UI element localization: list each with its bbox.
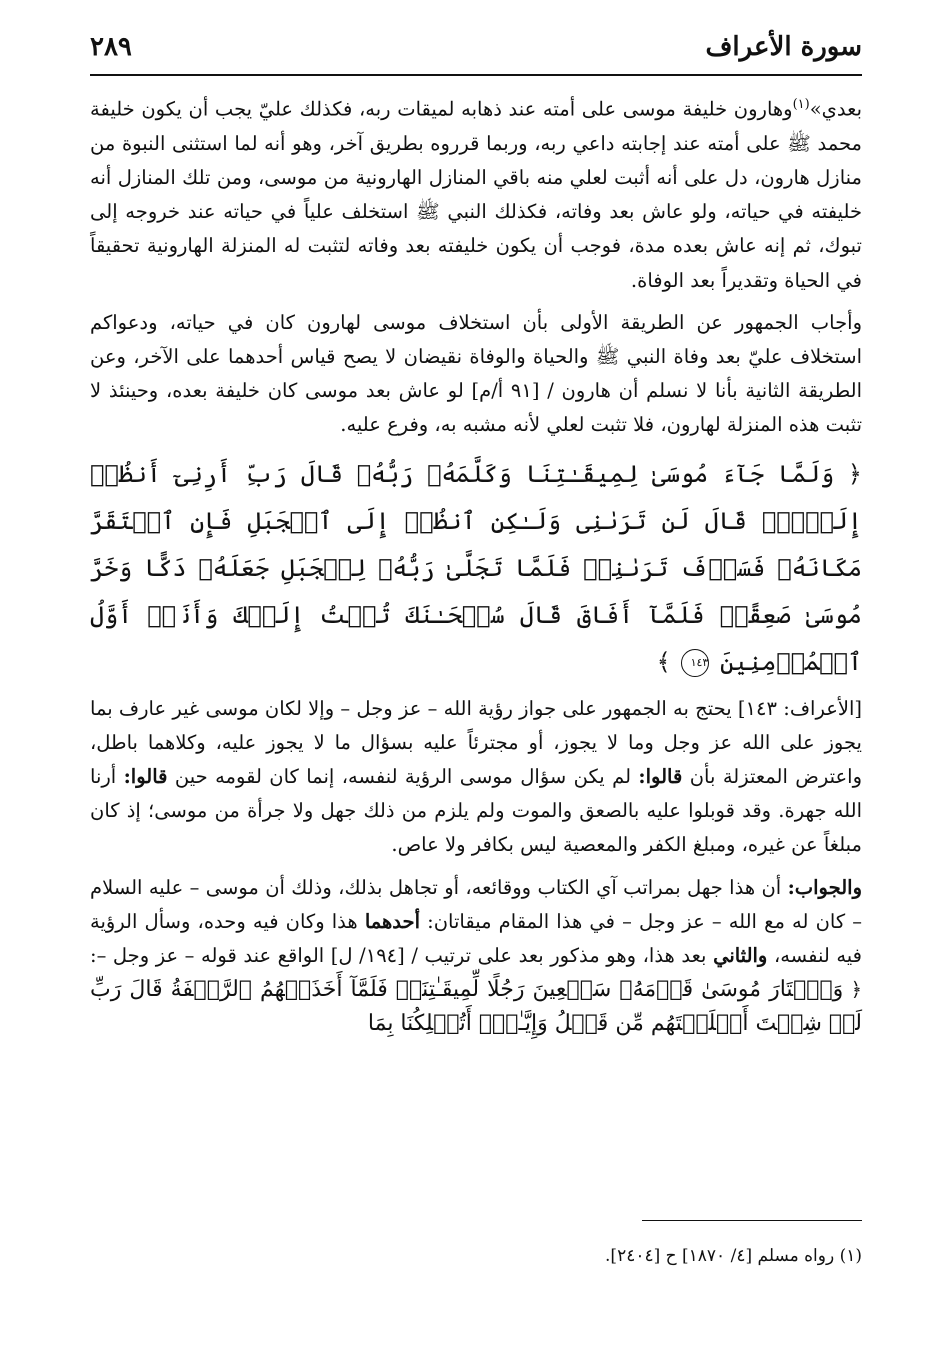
- page-body: [90, 88, 862, 1042]
- paragraph-1-start: بعدي»: [809, 97, 862, 121]
- paragraph-1: [90, 88, 862, 298]
- paragraph-4-bold-1: والجواب:: [787, 875, 862, 899]
- paragraph-2: [90, 306, 862, 443]
- paragraph-4-text-2: هذا وكان فيه وحده، وسأل الرؤية فيه لنفسه،: [90, 909, 863, 967]
- page-number: ٢٨٩: [90, 32, 132, 62]
- page: [90, 28, 862, 1348]
- paragraph-4-text-3: بعد هذا، وهو مذكور بعد على ترتيب / [١٩٤/ ل] الواقع عند قوله – عز وجل –:: [90, 943, 707, 967]
- footnote-ref-1: (١): [792, 97, 810, 112]
- paragraph-3-bold-1: قالوا:: [638, 764, 683, 788]
- footnote-divider: [642, 1220, 862, 1221]
- paragraph-4: [90, 871, 862, 1042]
- paragraph-2-text: وأجاب الجمهور عن الطريقة الأولى بأن استخلاف موسى لهارون كان في حياته، ودعواكم استخلاف عليّ بعد وفاة النبي ﷺ والحياة والوفاة نقيضان لا يصح قياس أحدهما على الآخر، وعن الطريقة الثانية بأنا لا نسلم أن هارون / [٩١ أ/م] لو عاش بعد موسى كان خليفة بعده، وحينئذ لا تثبت هذه المنزلة لهارون، فلا تثبت لعلي لأنه مشبه به، وفرع عليه.: [90, 310, 862, 437]
- quran-verse-1: [90, 451, 862, 686]
- paragraph-4-bold-3: والثاني: [713, 943, 768, 967]
- paragraph-3: [90, 692, 862, 863]
- paragraph-1-text: وهارون خليفة موسى على أمته عند ذهابه لميقات ربه، فكذلك عليّ يجب أن يكون خليفة محمد ﷺ على أمته عند إجابته داعي ربه، وربما قرروه بطريق آخر، وهو أنه لما استثنى النبوة من منازل هارون، دل على أنه أثبت لعلي منه باقي المنازل الهارونية من موسى، ومن تلك المنازل أنه خليفته في حياته، ولو عاش بعد وفاته، فكذلك النبي ﷺ استخلف علياً في حياته عند خروجه إلى تبوك، ثم إنه عاش بعده مدة، فوجب أن يكون خليفته بعد وفاته لتثبت له المنزلة الهارونية تحقيقاً في الحياة وتقديراً بعد الوفاة.: [90, 97, 862, 292]
- quran-close-bracket: ﴾: [656, 647, 671, 676]
- quran-open-bracket-2: ﴿: [850, 978, 862, 1002]
- verse-number-marker: ١٤٣: [681, 649, 709, 677]
- paragraph-4-text-1: أن هذا جهل بمراتب آي الكتاب ووقائعه، أو تجاهل بذلك، وذلك أن موسى – عليه السلام – كان له مع الله – عز وجل – في هذا المقام ميقاتان:: [90, 875, 862, 933]
- quran-verse-2-text: وَٱخۡتَارَ مُوسَىٰ قَوۡمَهُۥ سَبۡعِينَ رَجُلًا لِّمِيقَـٰتِنَاۖ فَلَمَّآ أَخَذَتۡهُمُ ٱلرَّجۡفَةُ قَالَ رَبِّ لَوۡ شِئۡتَ أَهۡلَكۡتَهُم مِّن قَبۡلُ وَإِيَّـٰيَۖ أَتُهۡلِكُنَا بِمَا: [90, 977, 862, 1037]
- quran-open-bracket: ﴿: [847, 459, 862, 488]
- paragraph-3-text-2: لم يكن سؤال موسى الرؤية لنفسه، إنما كان لقومه حين: [174, 764, 632, 788]
- footnote: (١) رواه مسلم [٤/ ١٨٧٠] ح [٢٤٠٤].: [605, 1246, 862, 1266]
- quran-verse-1-text: وَلَمَّا جَآءَ مُوسَىٰ لِمِيقَـٰتِنَا وَكَلَّمَهُۥ رَبُّهُۥ قَالَ رَبِّ أَرِنِىٓ أَنظُرۡ إِلَيۡكَۚ قَالَ لَن تَرَىٰنِى وَلَـٰكِنِ ٱنظُرۡ إِلَى ٱلۡجَبَلِ فَإِنِ ٱسۡتَقَرَّ مَكَانَهُۥ فَسَوۡفَ تَرَىٰنِىۚ فَلَمَّا تَجَلَّىٰ رَبُّهُۥ لِلۡجَبَلِ جَعَلَهُۥ دَكًّا وَخَرَّ مُوسَىٰ صَعِقًاۚ فَلَمَّآ أَفَاقَ قَالَ سُبۡحَـٰنَكَ تُبۡتُ إِلَيۡكَ وَأَنَا۠ أَوَّلُ ٱلۡمُؤۡمِنِينَ: [90, 459, 862, 676]
- page-header: [90, 28, 862, 76]
- paragraph-3-text-3: أرنا الله جهرة. وقد قوبلوا عليه بالصعق والموت ولم يلزم من ذلك جهل ولا جرأة من موسى؛ إذ كان مبلغاً عن غيره، ومبلغ الكفر والمعصية ليس بكافر ولا عاص.: [90, 764, 862, 857]
- paragraph-3-bold-2: قالوا:: [123, 764, 168, 788]
- surah-title: سورة الأعراف: [705, 32, 862, 62]
- paragraph-4-bold-2: أحدهما: [364, 909, 421, 933]
- paragraph-3-text-1: [الأعراف: ١٤٣] يحتج به الجمهور على جواز رؤية الله – عز وجل – وإلا لكان موسى غير عارف بما يجوز على الله عز وجل وما لا يجوز، أو مجترئاً عليه بسؤال ما لا يجوز عليه، وكلاهما باطل، واعترض المعتزلة بأن: [90, 696, 862, 788]
